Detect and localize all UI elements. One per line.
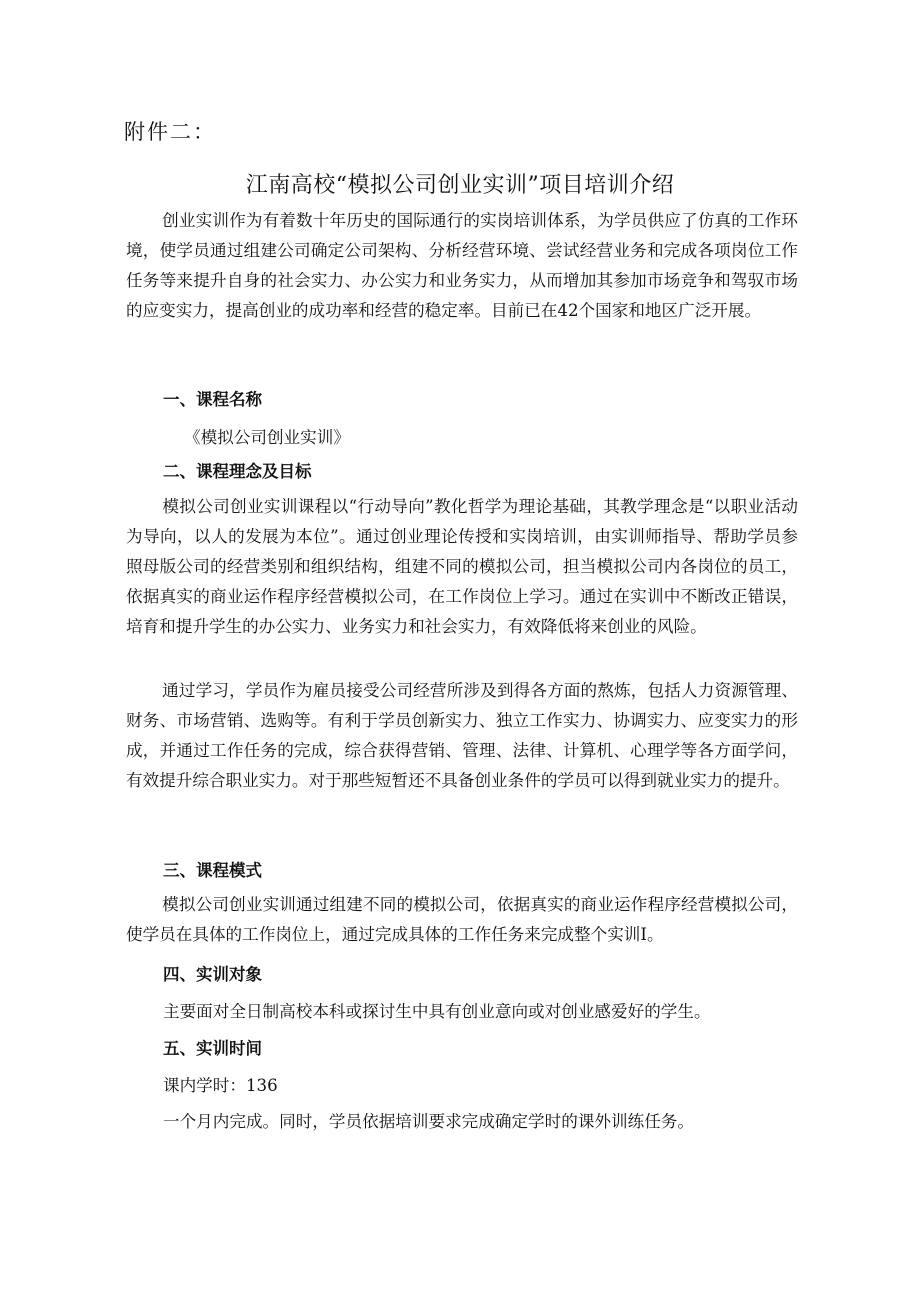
philosophy-paragraph bbox=[126, 492, 798, 642]
section5-heading: 五、实训时间 bbox=[163, 1039, 262, 1058]
completion-note: 一个月内完成。同时，学员依据培训要求完成确定学时的课外训练任务。 bbox=[163, 1112, 694, 1131]
course-name: 《模拟公司创业实训》 bbox=[184, 428, 350, 447]
mode-text: 模拟公司创业实训通过组建不同的模拟公司，依据真实的商业运作程序经营模拟公司，使学员在具体的工作岗位上，通过完成具体的工作任务来完成整个实训I。 bbox=[126, 895, 798, 944]
learning-paragraph bbox=[126, 676, 798, 796]
attachment-label: 附件二： bbox=[124, 120, 216, 144]
learning-text: 通过学习，学员作为雇员接受公司经营所涉及到得各方面的熬炼，包括人力资源管理、财务、市场营销、选购等。有利于学员创新实力、独立工作实力、协调实力、应变实力的形成，并通过工作任务的完成，综合获得营销、管理、法律、计算机、心理学等各方面学问，有效提升综合职业实力。对于那些短暂还不具备创业条件的学员可以得到就业实力的提升。 bbox=[126, 681, 798, 790]
section1-heading: 一、课程名称 bbox=[163, 390, 262, 409]
section3-heading: 三、课程模式 bbox=[163, 861, 262, 880]
class-hours: 课内学时：136 bbox=[163, 1076, 278, 1095]
intro-text: 创业实训作为有着数十年历史的国际通行的实岗培训体系，为学员供应了仿真的工作环境，使学员通过组建公司确定公司架构、分析经营环境、尝试经营业务和完成各项岗位工作任务等来提升自身的社会实力、办公实力和业务实力，从而增加其参加市场竞争和驾驭市场的应变实力，提高创业的成功率和经营的稳定率。目前已在42个国家和地区广泛开展。 bbox=[126, 211, 798, 320]
philosophy-text: 模拟公司创业实训课程以“行动导向”教化哲学为理论基础，其教学理念是“以职业活动为导向，以人的发展为本位”。通过创业理论传授和实岗培训，由实训师指导、帮助学员参照母版公司的经营类别和组织结构，组建不同的模拟公司，担当模拟公司内各岗位的员工，依据真实的商业运作程序经营模拟公司，在工作岗位上学习。通过在实训中不断改正错误，培育和提升学生的办公实力、业务实力和社会实力，有效降低将来创业的风险。 bbox=[126, 497, 798, 636]
section2-heading: 二、课程理念及目标 bbox=[163, 462, 312, 481]
section4-heading: 四、实训对象 bbox=[163, 965, 262, 984]
intro-paragraph bbox=[126, 206, 798, 326]
mode-paragraph bbox=[126, 890, 798, 950]
document-title: 江南高校“模拟公司创业实训”项目培训介绍 bbox=[245, 173, 675, 198]
target-audience: 主要面对全日制高校本科或探讨生中具有创业意向或对创业感爱好的学生。 bbox=[163, 1002, 711, 1021]
